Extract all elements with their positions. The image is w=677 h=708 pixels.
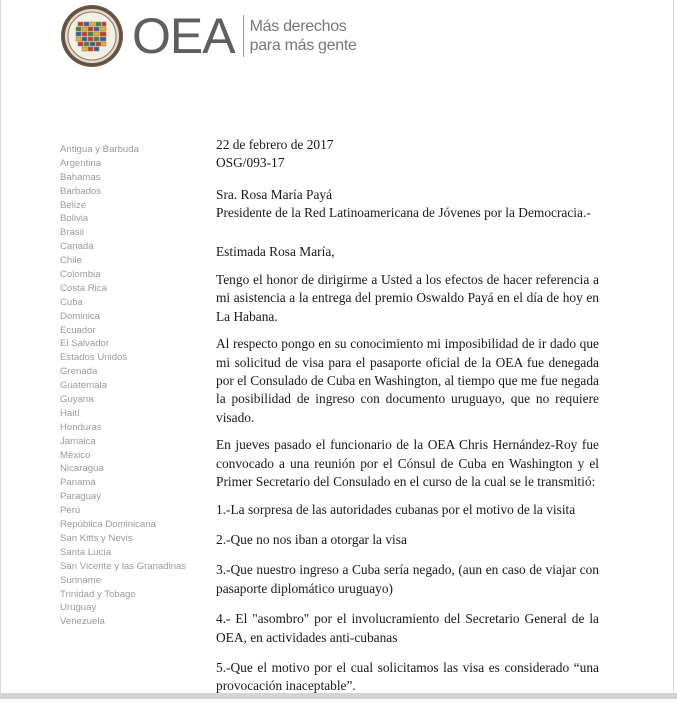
list-item: 3.-Que nuestro ingreso a Cuba sería negado, (aun en caso de viajar con pasaporte diplomático uruguayo) xyxy=(216,562,599,596)
country-item: Guyana xyxy=(60,394,94,406)
country-item: San Vicente y las Granadinas xyxy=(60,560,187,572)
country-item: Grenada xyxy=(60,366,98,378)
country-item: Dominica xyxy=(60,310,100,322)
country-item: Panamá xyxy=(60,477,96,489)
country-item: El Salvador xyxy=(60,338,110,350)
addressee-block xyxy=(216,186,599,223)
country-item: San Kitts y Nevis xyxy=(60,532,133,544)
tagline-line-2: para más gente xyxy=(249,37,357,54)
country-item: Venezuela xyxy=(60,616,105,628)
addressee-name: Sra. Rosa María Payá xyxy=(216,186,333,202)
country-item: Ecuador xyxy=(60,324,96,336)
country-item: México xyxy=(60,449,91,461)
country-item: Bolivia xyxy=(60,213,89,225)
date-reference-block xyxy=(216,136,599,173)
country-item: Estados Unidos xyxy=(60,352,128,364)
country-item: Colombia xyxy=(60,269,101,281)
paragraph: En jueves pasado el funcionario de la OEA Chris Hernández-Roy fue convocado a una reunión por el Cónsul de Cuba en Washington y el Primer Secretario del Consulado en el curso de la cual se le transmitió: xyxy=(216,437,599,490)
oea-wordmark: OEA xyxy=(132,8,235,64)
country-item: Antigua y Barbuda xyxy=(60,144,139,155)
logo-divider xyxy=(243,15,244,57)
country-item: Haití xyxy=(60,407,80,419)
letter-reference: OSG/093-17 xyxy=(216,155,285,171)
country-item: Chile xyxy=(60,255,82,267)
letter-body xyxy=(216,136,599,708)
letterhead xyxy=(60,4,357,68)
page-right-edge xyxy=(673,0,674,699)
country-item: Argentina xyxy=(60,157,102,169)
list-item: 1.-La sorpresa de las autoridades cubanas por el motivo de la visita xyxy=(216,501,576,517)
country-item: Costa Rica xyxy=(60,282,107,294)
list-item: 2.-Que no nos iban a otorgar la visa xyxy=(216,531,407,547)
country-item: República Dominicana xyxy=(60,519,156,531)
bottom-scroll-edge xyxy=(0,693,677,699)
country-item: Canadá xyxy=(60,241,94,253)
member-states-list xyxy=(60,143,186,629)
tagline xyxy=(250,17,357,55)
country-item: Jamaica xyxy=(60,435,96,447)
country-item: Brasil xyxy=(60,227,84,239)
country-item: Santa Lucía xyxy=(60,546,112,558)
country-item: Paraguay xyxy=(60,491,102,503)
salutation: Estimada Rosa María, xyxy=(216,243,335,259)
paragraph: Tengo el honor de dirigirme a Usted a los efectos de hacer referencia a mi asistencia a la entrega del premio Oswaldo Payá en el día de hoy en La Habana. xyxy=(216,272,599,324)
country-item: Guatemala xyxy=(60,380,107,392)
country-item: Bahamas xyxy=(60,171,101,183)
page-left-edge xyxy=(0,0,1,699)
list-item: 4.- El "asombro" por el involucramiento del Secretario General de la OEA, en actividades anti-cubanas xyxy=(216,611,599,645)
country-item: Cuba xyxy=(60,296,83,308)
addressee-title: Presidente de la Red Latinoamericana de Jóvenes por la Democracia.- xyxy=(216,205,591,221)
tagline-line-1: Más derechos xyxy=(249,18,347,35)
oas-seal-logo xyxy=(60,4,124,68)
paragraph: Al respecto pongo en su conocimiento mi imposibilidad de ir dado que mi solicitud de visa para el pasaporte oficial de la OEA fue denegada por el Consulado de Cuba en Washington, al tiempo que me fue negada la posibilidad de ingreso con documento uruguayo, que no requiere visado. xyxy=(216,336,599,425)
letter-date: 22 de febrero de 2017 xyxy=(216,137,334,152)
country-item: Perú xyxy=(60,505,81,517)
country-item: Nicaragua xyxy=(60,463,104,475)
country-item: Barbados xyxy=(60,185,102,197)
country-item: Suriname xyxy=(60,574,102,586)
country-item: Honduras xyxy=(60,421,102,433)
country-item: Uruguay xyxy=(60,602,97,614)
country-item: Belize xyxy=(60,199,87,211)
list-item: 5.-Que el motivo por el cual solicitamos las visa es considerado “una provocación inaceptable”. xyxy=(216,659,599,694)
country-item: Trinidad y Tobago xyxy=(60,588,136,600)
